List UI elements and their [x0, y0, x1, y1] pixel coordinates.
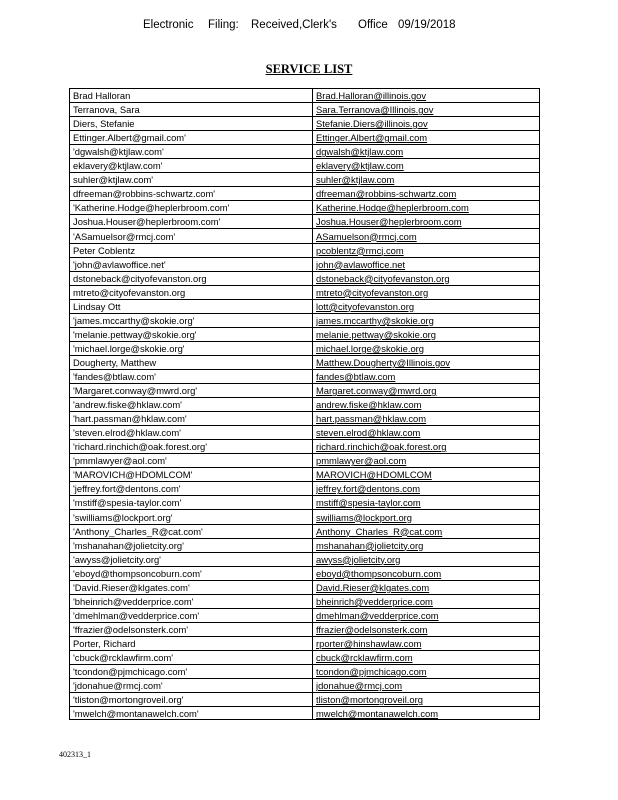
table-row: [70, 286, 539, 300]
email-link[interactable]: Matthew.Dougherty@Illinois.gov: [316, 356, 451, 368]
contact-name-cell: 'David.Rieser@klgates.com': [73, 581, 190, 593]
contact-name-cell: 'MAROVICH@HDOMLCOM': [73, 469, 193, 481]
contact-name-cell: 'Anthony_Charles_R@cat.com': [73, 525, 203, 537]
table-row: [70, 482, 539, 496]
table-row: [70, 356, 539, 370]
contact-name-cell: 'andrew.fiske@hklaw.com': [73, 399, 182, 411]
contact-name-cell: 'bheinrich@vedderprice.com': [73, 595, 194, 607]
document-id: 402313_1: [59, 750, 91, 759]
header-date: 09/19/2018: [398, 19, 456, 31]
electronic-filing-header: [0, 19, 618, 37]
table-row: [70, 637, 539, 651]
email-link[interactable]: bheinrich@vedderprice.com: [316, 595, 433, 607]
table-row: [70, 244, 539, 258]
email-link[interactable]: steven.elrod@hklaw.com: [316, 427, 421, 439]
contact-name-cell: 'swilliams@lockport.org': [73, 511, 173, 523]
contact-name-cell: Lindsay Ott: [73, 300, 121, 312]
contact-name-cell: 'james.mccarthy@skokie.org': [73, 314, 195, 326]
contact-name-cell: Ettinger.Albert@gmail.com': [73, 132, 186, 144]
table-row: [70, 525, 539, 539]
table-row: [70, 173, 539, 187]
email-link[interactable]: ffrazier@odelsonsterk.com: [316, 623, 428, 635]
contact-name-cell: 'mwelch@montanawelch.com': [73, 708, 199, 720]
email-link[interactable]: jdonahue@rmcj.com: [316, 680, 403, 692]
contact-name-cell: 'ASamuelsor@rmcj.com': [73, 230, 176, 242]
email-link[interactable]: lott@cityofevanston.org: [316, 300, 415, 312]
table-row: [70, 609, 539, 623]
contact-name-cell: 'melanie.pettway@skokie.org': [73, 328, 197, 340]
contact-name-cell: 'richard.rinchich@oak.forest.org': [73, 441, 207, 453]
email-link[interactable]: melanie.pettway@skokie.org: [316, 328, 436, 340]
table-row: [70, 553, 539, 567]
email-link[interactable]: dgwalsh@ktjlaw.com: [316, 146, 404, 158]
contact-name-cell: 'cbuck@rcklawfirm.com': [73, 652, 174, 663]
email-link[interactable]: pmmlawyer@aol.com: [316, 455, 407, 467]
contact-name-cell: suhler@ktjlaw.com': [73, 174, 154, 186]
table-row: [70, 384, 539, 398]
email-link[interactable]: dmehlman@vedderprice.com: [316, 609, 439, 621]
email-link[interactable]: ASamuelson@rmcj.com: [316, 230, 417, 242]
email-link[interactable]: cbuck@rcklawfirm.com: [316, 652, 413, 663]
email-link[interactable]: Sara.Terranova@Illinois.gov: [316, 104, 434, 116]
contact-name-cell: 'Katherine.Hodge@heplerbroom.com': [73, 202, 230, 214]
email-link[interactable]: mtreto@cityofevanston.org: [316, 286, 429, 298]
email-link[interactable]: suhler@ktjlaw.com: [316, 174, 395, 186]
table-row: [70, 426, 539, 440]
contact-name-cell: 'mstiff@spesia-taylor.com': [73, 497, 182, 509]
table-row: [70, 581, 539, 595]
contact-name-cell: Terranova, Sara: [73, 104, 140, 116]
table-row: [70, 595, 539, 609]
table-row: [70, 693, 539, 707]
contact-name-cell: 'john@avlawoffice.net': [73, 258, 166, 270]
contact-name-cell: Brad Halloran: [73, 90, 131, 101]
header-office: Office: [358, 19, 388, 31]
table-row: [70, 300, 539, 314]
email-link[interactable]: Katherine.Hodge@heplerbroom.com: [316, 202, 469, 214]
email-link[interactable]: Joshua.Houser@heplerbroom.com: [316, 216, 462, 228]
contact-name-cell: 'dgwalsh@ktjlaw.com': [73, 146, 164, 158]
table-row: [70, 145, 539, 159]
table-row: [70, 398, 539, 412]
table-row: [70, 230, 539, 244]
email-link[interactable]: Stefanie.Diers@illinois.gov: [316, 118, 428, 130]
email-link[interactable]: mstiff@spesia-taylor.com: [316, 497, 421, 509]
email-link[interactable]: richard.rinchich@oak.forest.org: [316, 441, 447, 453]
header-electronic: Electronic: [143, 19, 194, 31]
email-link[interactable]: awyss@jolietcity.org: [316, 553, 401, 565]
table-row: [70, 707, 539, 721]
contact-name-cell: Dougherty, Matthew: [73, 356, 157, 368]
contact-name-cell: 'tcondon@pjmchicago.com': [73, 666, 188, 678]
contact-name-cell: 'jeffrey.fort@dentons.com': [73, 483, 181, 495]
contact-name-cell: 'pmmlawyer@aol.com': [73, 455, 167, 467]
email-link[interactable]: jeffrey.fort@dentons.com: [316, 483, 421, 495]
email-link[interactable]: eboyd@thompsoncoburn.com: [316, 567, 442, 579]
contact-name-cell: 'awyss@jolietcity.org': [73, 553, 161, 565]
email-link[interactable]: dfreeman@robbins-schwartz.com: [316, 188, 457, 200]
contact-name-cell: 'steven.elrod@hklaw.com': [73, 427, 181, 439]
contact-name-cell: 'dmehlman@vedderprice.com': [73, 609, 200, 621]
contact-name-cell: 'fandes@btlaw.com': [73, 371, 156, 382]
email-link[interactable]: mwelch@montanawelch.com: [316, 708, 439, 720]
table-row: [70, 623, 539, 637]
table-row: [70, 328, 539, 342]
table-row: [70, 201, 539, 215]
table-row: [70, 258, 539, 272]
table-row: [70, 440, 539, 454]
email-link[interactable]: swilliams@lockport.org: [316, 511, 412, 523]
email-link[interactable]: john@avlawoffice.net: [316, 258, 406, 270]
email-link[interactable]: David.Rieser@klgates.com: [316, 581, 430, 593]
contact-name-cell: 'hart.passman@hklaw.com': [73, 413, 187, 425]
table-row: [70, 370, 539, 384]
header-received: Received,Clerk's: [251, 19, 337, 31]
header-filing: Filing:: [208, 19, 239, 31]
email-link[interactable]: MAROVICH@HDOMLCOM: [316, 469, 432, 481]
email-link[interactable]: andrew.fiske@hklaw.com: [316, 399, 422, 411]
page-title: SERVICE LIST: [265, 62, 353, 76]
contact-name-cell: 'tliston@mortongroveil.org': [73, 694, 184, 706]
table-row: [70, 103, 539, 117]
email-link[interactable]: james.mccarthy@skokie.org: [316, 314, 434, 326]
table-row: [70, 651, 539, 665]
email-link[interactable]: fandes@btlaw.com: [316, 371, 396, 382]
table-row: [70, 342, 539, 356]
table-row: [70, 89, 539, 103]
contact-name-cell: Joshua.Houser@heplerbroom.com': [73, 216, 221, 228]
table-row: [70, 665, 539, 679]
contact-name-cell: 'jdonahue@rmcj.com': [73, 680, 163, 692]
contact-name-cell: Peter Coblentz: [73, 244, 136, 256]
email-link[interactable]: tcondon@pjmchicago.com: [316, 666, 427, 678]
email-link[interactable]: tliston@mortongroveil.org: [316, 694, 423, 706]
email-link[interactable]: eklavery@ktjlaw.com: [316, 160, 404, 172]
table-row: [70, 117, 539, 131]
table-row: [70, 468, 539, 482]
contact-name-cell: dstoneback@cityofevanston.org: [73, 272, 207, 284]
email-link[interactable]: pcoblentz@rmcj.com: [316, 244, 404, 256]
table-row: [70, 412, 539, 426]
table-row: [70, 679, 539, 693]
table-row: [70, 539, 539, 553]
table-row: [70, 159, 539, 173]
email-link[interactable]: mshanahan@jolietcity.org: [316, 539, 424, 551]
table-row: [70, 496, 539, 510]
email-link[interactable]: michael.lorge@skokie.org: [316, 342, 425, 354]
contact-name-cell: 'mshanahan@jolietcity.org': [73, 539, 184, 551]
table-row: [70, 272, 539, 286]
contact-name-cell: 'Margaret.conway@mwrd.org': [73, 385, 198, 397]
contact-name-cell: Porter, Richard: [73, 637, 136, 649]
contact-name-cell: 'eboyd@thompsoncoburn.com': [73, 567, 202, 579]
email-link[interactable]: Margaret.conway@mwrd.org: [316, 385, 437, 397]
table-row: [70, 567, 539, 581]
contact-name-cell: dfreeman@robbins-schwartz.com': [73, 188, 216, 200]
contact-name-cell: 'michael.lorge@skokie.org': [73, 342, 185, 354]
service-list-table: [69, 88, 540, 720]
table-row: [70, 215, 539, 229]
table-row: [70, 131, 539, 145]
email-link[interactable]: Anthony_Charles_R@cat.com: [316, 525, 443, 537]
email-link[interactable]: dstoneback@cityofevanston.org: [316, 272, 450, 284]
table-row: [70, 187, 539, 201]
table-row: [70, 511, 539, 525]
contact-name-cell: mtreto@cityofevanston.org: [73, 286, 186, 298]
table-row: [70, 314, 539, 328]
contact-name-cell: Diers, Stefanie: [73, 118, 135, 130]
contact-name-cell: 'ffrazier@odelsonsterk.com': [73, 623, 189, 635]
email-link[interactable]: rporter@hinshawlaw.com: [316, 637, 422, 649]
contact-name-cell: eklavery@ktjlaw.com': [73, 160, 163, 172]
email-link[interactable]: hart.passman@hklaw.com: [316, 413, 427, 425]
table-row: [70, 454, 539, 468]
email-link[interactable]: Ettinger.Albert@gmail.com: [316, 132, 428, 144]
email-link[interactable]: Brad.Halloran@illinois.gov: [316, 90, 427, 101]
